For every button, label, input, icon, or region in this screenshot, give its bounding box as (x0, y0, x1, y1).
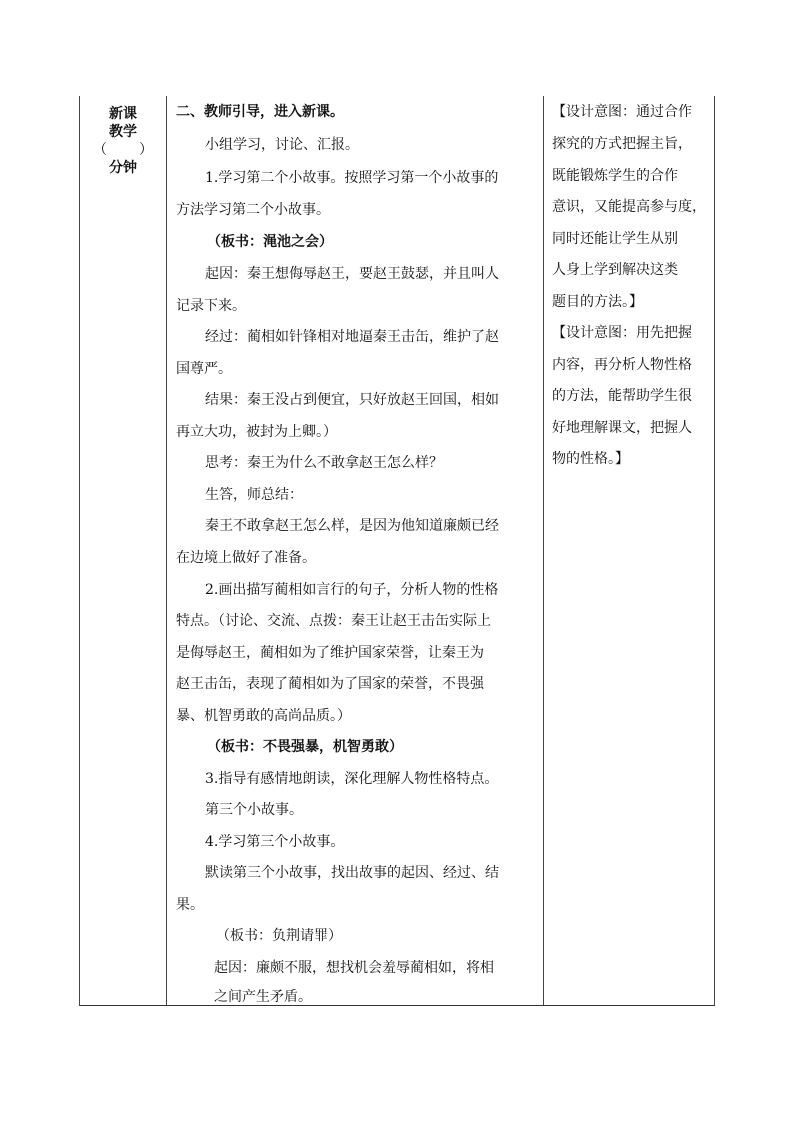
intent-line: 的方法，能帮助学生很 (552, 388, 692, 404)
intent-line: 人身上学到解决这类 (552, 262, 678, 278)
content-line: 果。 (176, 897, 204, 913)
intent-line: 既能锻炼学生的合作 (552, 168, 678, 184)
content-line: 起因：秦王想侮辱赵王，要赵王鼓瑟，并且叫人 (205, 266, 499, 282)
content-line: 2.画出描写蔺相如言行的句子，分析人物的性格 (205, 582, 499, 598)
intent-line: 意识，又能提高参与度， (552, 199, 706, 215)
board-note: （板书：不畏强暴，机智勇敢） (207, 739, 403, 755)
intent-line: 【设计意图：通过合作 (552, 104, 692, 120)
content-line: 赵王击缶，表现了蔺相如为了国家的荣誉，不畏强 (176, 676, 484, 692)
intent-line: 同时还能让学生从别 (552, 231, 678, 247)
minutes-blank: （ ） (93, 142, 153, 158)
column-divider (543, 96, 544, 1005)
content-line: 生答，师总结： (205, 487, 303, 503)
intent-line: 探究的方式把握主旨， (552, 136, 692, 152)
content-line: 结果：秦王没占到便宜，只好放赵王回国，相如 (205, 392, 499, 408)
board-note: （板书：渑池之会） (207, 234, 333, 250)
content-line: 暴、机智勇敢的高尚品质。） (176, 708, 351, 724)
content-line: 小组学习，讨论、汇报。 (205, 137, 359, 153)
lesson-table (79, 96, 715, 1006)
content-line: 思考：秦王为什么不敢拿赵王怎么样？ (205, 455, 443, 471)
intent-line: 物的性格。】 (552, 451, 629, 467)
board-note: （板书：负荆请罪） (216, 928, 342, 944)
content-line: 方法学习第二个小故事。 (176, 202, 330, 218)
content-line: 秦王不敢拿赵王怎么样，是因为他知道廉颇已经 (205, 518, 499, 534)
content-line: 1.学习第二个小故事。按照学习第一个小故事的 (205, 170, 499, 186)
content-line: 之间产生矛盾。 (214, 989, 312, 1005)
intent-line: 好地理解课文，把握人 (552, 420, 692, 436)
minutes-label: 分钟 (109, 160, 137, 176)
stage-column (80, 96, 166, 177)
content-line: 记录下来。 (176, 298, 246, 314)
intent-line: 【设计意图：用先把握 (552, 325, 692, 341)
content-line: 再立大功，被封为上卿。） (176, 424, 337, 440)
section-heading: 二、教师引导，进入新课。 (176, 104, 344, 120)
content-line: 特点。（讨论、交流、点拨：秦王让赵王击缶实际上 (176, 613, 491, 629)
content-line: 3.指导有感情地朗读，深化理解人物性格特点。 (205, 771, 499, 787)
intent-line: 内容，再分析人物性格 (552, 357, 692, 373)
content-line: 是侮辱赵王，蔺相如为了维护国家荣誉，让秦王为 (176, 645, 484, 661)
content-line: 4.学习第三个小故事。 (205, 834, 345, 850)
content-line: 国尊严。 (176, 361, 232, 377)
content-line: 在边境上做好了准备。 (176, 550, 316, 566)
column-divider (166, 96, 167, 1005)
content-line: 起因：廉颇不服，想找机会羞辱蔺相如，将相 (214, 960, 494, 976)
content-line: 经过：蔺相如针锋相对地逼秦王击缶，维护了赵 (205, 329, 499, 345)
stage-label: 教学 (109, 124, 137, 140)
content-line: 第三个小故事。 (205, 802, 303, 818)
intent-line: 题目的方法。】 (552, 294, 643, 310)
stage-label: 新课 (109, 106, 137, 122)
content-line: 默读第三个小故事，找出故事的起因、经过、结 (205, 865, 499, 881)
